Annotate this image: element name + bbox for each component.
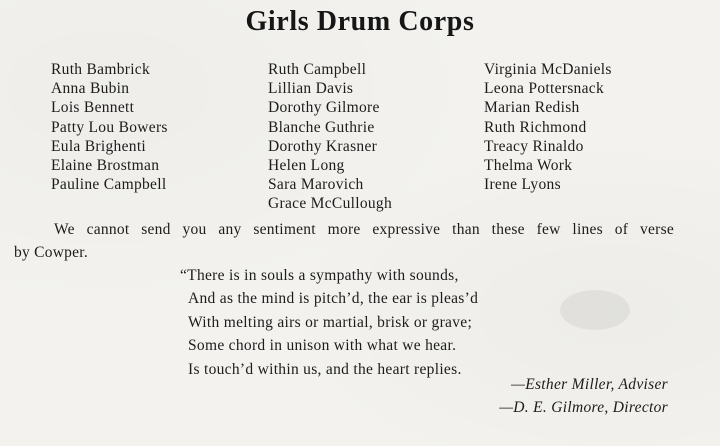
poem-line: Some chord in unison with what we hear. bbox=[188, 337, 457, 355]
member-name: Thelma Work bbox=[484, 157, 573, 175]
paragraph-line: We cannot send you any sentiment more expressive than these few lines of verse bbox=[54, 221, 674, 238]
member-name: Helen Long bbox=[268, 157, 345, 175]
member-name: Eula Brighenti bbox=[51, 137, 147, 155]
poem-line: And as the mind is pitch’d, the ear is pleas’d bbox=[188, 290, 479, 308]
poem-line: “There is in souls a sympathy with sounds, bbox=[180, 267, 459, 284]
member-name: Patty Lou Bowers bbox=[51, 118, 168, 136]
intro-paragraph bbox=[14, 218, 674, 264]
paragraph-line: by Cowper. bbox=[14, 244, 88, 261]
member-column-1 bbox=[51, 60, 168, 194]
member-name: Lois Bennett bbox=[51, 99, 135, 117]
member-name: Treacy Rinaldo bbox=[484, 137, 584, 155]
member-name: Sara Marovich bbox=[268, 176, 364, 194]
member-column-3 bbox=[484, 60, 612, 194]
member-name: Virginia McDaniels bbox=[484, 61, 612, 78]
poem-quote bbox=[180, 264, 478, 381]
member-column-2 bbox=[268, 60, 392, 214]
member-name: Anna Bubin bbox=[51, 80, 130, 98]
member-name: Irene Lyons bbox=[484, 176, 561, 194]
member-name: Grace McCullough bbox=[268, 195, 393, 213]
member-name: Lillian Davis bbox=[268, 80, 354, 98]
member-name: Dorothy Gilmore bbox=[268, 99, 380, 117]
signature-director: —D. E. Gilmore, Director bbox=[499, 399, 668, 416]
member-name: Marian Redish bbox=[484, 99, 580, 117]
member-name: Elaine Brostman bbox=[51, 157, 160, 175]
member-name: Blanche Guthrie bbox=[268, 118, 375, 136]
signature-adviser: —Esther Miller, Adviser bbox=[511, 376, 668, 393]
member-name: Leona Pottersnack bbox=[484, 80, 605, 98]
member-name: Ruth Campbell bbox=[268, 61, 367, 78]
member-name: Pauline Campbell bbox=[51, 176, 167, 194]
poem-line: Is touch’d within us, and the heart replies. bbox=[188, 360, 462, 378]
paper-smudge bbox=[560, 290, 630, 330]
member-name: Ruth Richmond bbox=[484, 118, 587, 136]
member-name: Ruth Bambrick bbox=[51, 61, 151, 78]
member-name: Dorothy Krasner bbox=[268, 137, 378, 155]
page-title: Girls Drum Corps bbox=[245, 6, 475, 37]
poem-line: With melting airs or martial, brisk or grave; bbox=[188, 313, 473, 331]
